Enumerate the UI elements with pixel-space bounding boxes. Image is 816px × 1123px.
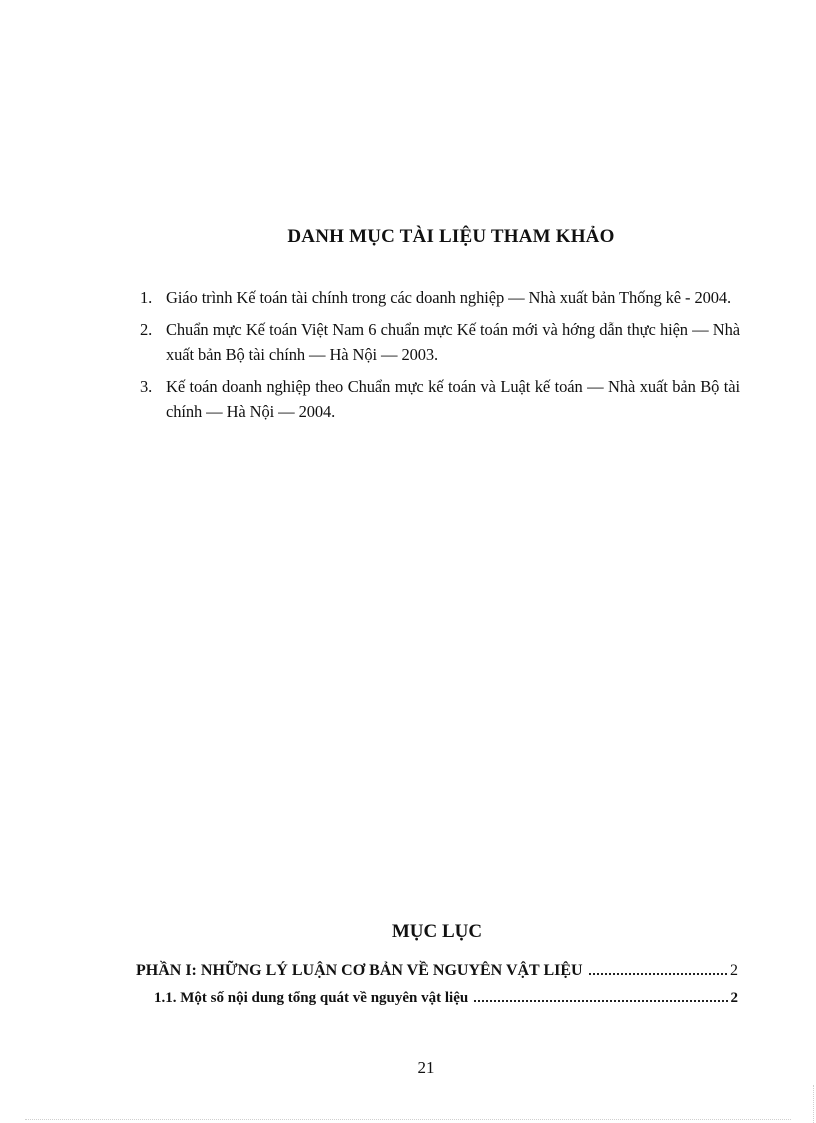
toc-entry-page: 2 — [730, 962, 738, 979]
toc-entry-part-1[interactable] — [136, 962, 738, 980]
reference-list — [140, 285, 740, 431]
page-side-edge — [813, 1085, 814, 1123]
toc-leader-dots — [589, 973, 727, 975]
reference-item — [140, 285, 740, 310]
reference-number: 2. — [140, 320, 153, 339]
reference-item — [140, 317, 740, 367]
reference-text: Giáo trình Kế toán tài chính trong các doanh nghiệp — Nhà xuất bản Thống kê - 2004. — [166, 288, 732, 307]
toc-leader-dots — [474, 1000, 727, 1002]
toc-entry-text: 1.1. Một số nội dung tổng quát về nguyên vật liệu — [154, 990, 469, 1006]
reference-text: Kế toán doanh nghiệp theo Chuẩn mực kế toán và Luật kế toán — Nhà xuất bản Bộ tài chính — Hà Nội — 2004. — [166, 377, 740, 421]
page-number: 21 — [417, 1058, 435, 1077]
toc-entry-page: 2 — [730, 990, 738, 1006]
reference-number: 3. — [140, 377, 153, 396]
page-bottom-edge — [25, 1119, 791, 1120]
toc-entry-text: PHẦN I: NHỮNG LÝ LUẬN CƠ BẢN VỀ NGUYÊN VẬT LIỆU — [136, 962, 583, 979]
reference-text: Chuẩn mực Kế toán Việt Nam 6 chuẩn mực Kế toán mới và hớng dẫn thực hiện — Nhà xuất bản Bộ tài chính — Hà Nội — 2003. — [166, 320, 740, 364]
reference-item — [140, 374, 740, 424]
reference-number: 1. — [140, 288, 153, 307]
references-title: DANH MỤC TÀI LIỆU THAM KHẢO — [287, 226, 615, 247]
toc-entry-section-1-1[interactable] — [154, 990, 738, 1007]
toc-title: MỤC LỤC — [391, 921, 483, 942]
